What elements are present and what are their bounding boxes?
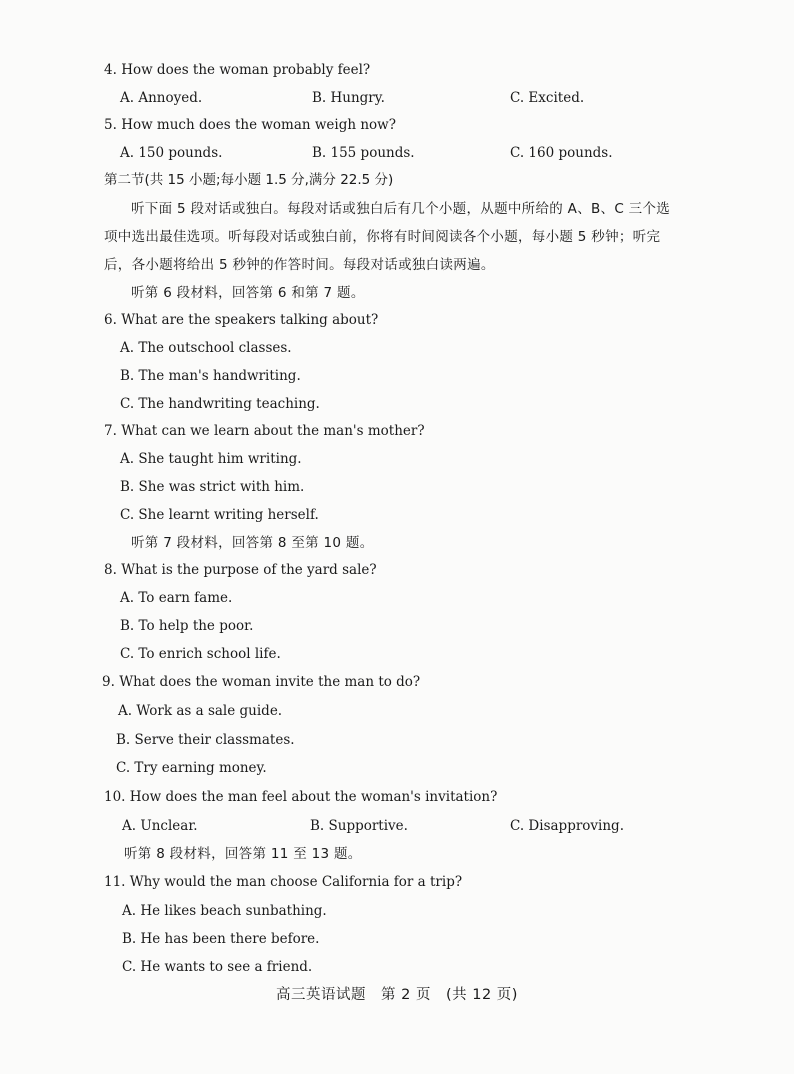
question-number: 6. <box>104 312 117 328</box>
question-number: 9. <box>102 674 115 690</box>
question-4 <box>104 60 370 80</box>
q6-option-a: A. The outschool classes. <box>120 340 292 356</box>
question-6 <box>104 310 378 330</box>
page-footer: 高三英语试题 第 2 页 (共 12 页) <box>276 987 518 1003</box>
q4-option-a: A. Annoyed. <box>120 90 203 106</box>
question-number: 5. <box>104 117 117 133</box>
q10-option-b: B. Supportive. <box>310 818 408 834</box>
question-10 <box>104 787 497 807</box>
section-instruction-line-3: 后，各小题将给出 5 秒钟的作答时间。每段对话或独白读两遍。 <box>104 257 495 273</box>
question-text: How does the woman probably feel? <box>121 62 371 78</box>
question-number: 11. <box>104 874 126 890</box>
question-text: How does the man feel about the woman's invitation? <box>129 789 498 805</box>
q6-option-b: B. The man's handwriting. <box>120 368 301 384</box>
q11-option-b: B. He has been there before. <box>122 931 320 947</box>
question-8 <box>104 560 377 580</box>
question-text: Why would the man choose California for a trip? <box>129 874 463 890</box>
q8-option-a: A. To earn fame. <box>120 590 233 606</box>
material-6-instruction: 听第 6 段材料，回答第 6 和第 7 题。 <box>131 285 365 301</box>
question-11 <box>104 872 462 892</box>
q10-option-c: C. Disapproving. <box>510 818 624 834</box>
q7-option-a: A. She taught him writing. <box>120 451 302 467</box>
material-8-instruction: 听第 8 段材料，回答第 11 至 13 题。 <box>124 846 362 862</box>
question-text: How much does the woman weigh now? <box>121 117 396 133</box>
q4-option-b: B. Hungry. <box>312 90 385 106</box>
q6-option-c: C. The handwriting teaching. <box>120 396 320 412</box>
q11-option-a: A. He likes beach sunbathing. <box>122 903 327 919</box>
question-9 <box>102 672 420 692</box>
q5-option-a: A. 150 pounds. <box>120 145 223 161</box>
q9-option-a: A. Work as a sale guide. <box>118 703 283 719</box>
q7-option-b: B. She was strict with him. <box>120 479 305 495</box>
question-5 <box>104 115 396 135</box>
section-instruction-line-1: 听下面 5 段对话或独白。每段对话或独白后有几个小题，从题中所给的 A、B、C 三个选 <box>131 201 671 217</box>
q9-option-b: B. Serve their classmates. <box>116 732 295 748</box>
question-number: 4. <box>104 62 117 78</box>
question-text: What is the purpose of the yard sale? <box>121 562 377 578</box>
question-number: 7. <box>104 423 117 439</box>
material-7-instruction: 听第 7 段材料，回答第 8 至第 10 题。 <box>131 535 374 551</box>
q8-option-b: B. To help the poor. <box>120 618 254 634</box>
question-text: What does the woman invite the man to do? <box>119 674 421 690</box>
question-number: 8. <box>104 562 117 578</box>
section-heading: 第二节(共 15 小题;每小题 1.5 分,满分 22.5 分) <box>104 172 394 188</box>
q5-option-c: C. 160 pounds. <box>510 145 613 161</box>
q10-option-a: A. Unclear. <box>122 818 198 834</box>
question-text: What can we learn about the man's mother? <box>121 423 425 439</box>
q9-option-c: C. Try earning money. <box>116 760 267 776</box>
q5-option-b: B. 155 pounds. <box>312 145 415 161</box>
q4-option-c: C. Excited. <box>510 90 585 106</box>
question-number: 10. <box>104 789 126 805</box>
question-text: What are the speakers talking about? <box>121 312 379 328</box>
section-instruction-line-2: 项中选出最佳选项。听每段对话或独白前，你将有时间阅读各个小题，每小题 5 秒钟；听完 <box>104 229 661 245</box>
q8-option-c: C. To enrich school life. <box>120 646 281 662</box>
q7-option-c: C. She learnt writing herself. <box>120 507 319 523</box>
q11-option-c: C. He wants to see a friend. <box>122 959 313 975</box>
question-7 <box>104 421 425 441</box>
